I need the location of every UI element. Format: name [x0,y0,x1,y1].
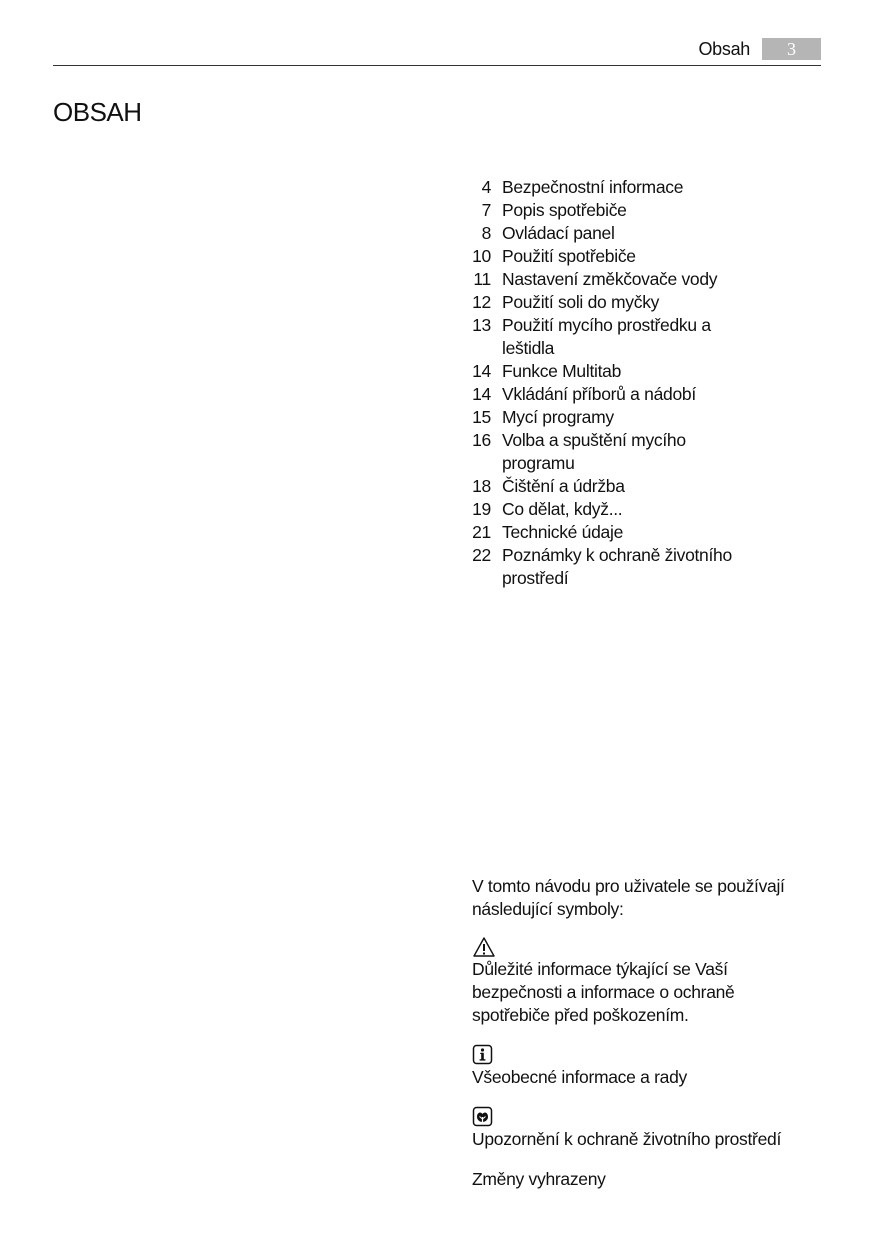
toc-title: Co dělat, když... [502,499,623,519]
toc-title: Poznámky k ochraně životního prostředí [502,545,732,588]
toc-page-number: 8 [481,223,491,243]
page-number: 3 [762,38,821,60]
environment-description: Upozornění k ochraně životního prostředí [472,1129,782,1149]
toc-page-number: 10 [472,246,491,266]
toc-entry[interactable] [472,475,802,498]
toc-title: Použití spotřebiče [502,246,636,266]
toc-entry[interactable] [472,314,802,360]
legend-intro: V tomto návodu pro uživatele se používají následující symboly: [472,876,785,919]
toc-entry[interactable] [472,245,802,268]
toc-title: Technické údaje [502,522,623,542]
toc-page-number: 12 [472,292,491,312]
info-icon [472,1044,822,1066]
toc-page-number: 4 [481,177,491,197]
toc-page-number: 11 [473,269,491,289]
info-description: Všeobecné informace a rady [472,1067,687,1087]
toc-entry[interactable] [472,498,802,521]
toc-page-number: 19 [472,499,491,519]
toc-entry[interactable] [472,429,802,475]
toc-title: Použití soli do myčky [502,292,660,312]
page-title: OBSAH [53,97,142,127]
toc-entry[interactable] [472,222,802,245]
toc-entry[interactable] [472,521,802,544]
symbol-legend [472,875,822,1191]
toc-page-number: 16 [472,430,491,450]
toc-entry[interactable] [472,291,802,314]
toc-title: Funkce Multitab [502,361,622,381]
toc-title: Ovládací panel [502,223,615,243]
toc-entry[interactable] [472,199,802,222]
toc-title: Volba a spuštění mycího programu [502,430,686,473]
changes-reserved-note: Změny vyhrazeny [472,1169,606,1189]
toc-page-number: 14 [472,361,491,381]
toc-entry[interactable] [472,176,802,199]
environment-icon [472,1106,822,1128]
toc-title: Čištění a údržba [502,476,625,496]
toc-page-number: 13 [472,315,491,335]
toc-entry[interactable] [472,383,802,406]
toc-title: Bezpečnostní informace [502,177,684,197]
toc-page-number: 18 [472,476,491,496]
warning-description: Důležité informace týkající se Vaší bezpečnosti a informace o ochraně spotřebiče před poškozením. [472,959,735,1025]
toc-entry[interactable] [472,268,802,291]
toc-page-number: 15 [472,407,491,427]
toc-entry[interactable] [472,360,802,383]
toc-page-number: 7 [481,200,491,220]
toc-title: Nastavení změkčovače vody [502,269,718,289]
toc-page-number: 21 [472,522,491,542]
toc-page-number: 14 [472,384,491,404]
header-section-label: Obsah [698,39,750,59]
toc-title: Popis spotřebiče [502,200,627,220]
toc-entry[interactable] [472,406,802,429]
table-of-contents [472,176,802,590]
header-divider [53,65,821,66]
toc-title: Použití mycího prostředku a leštidla [502,315,711,358]
toc-page-number: 22 [472,545,491,565]
toc-title: Mycí programy [502,407,614,427]
warning-icon [472,936,822,958]
toc-entry[interactable] [472,544,802,590]
toc-title: Vkládání příborů a nádobí [502,384,696,404]
